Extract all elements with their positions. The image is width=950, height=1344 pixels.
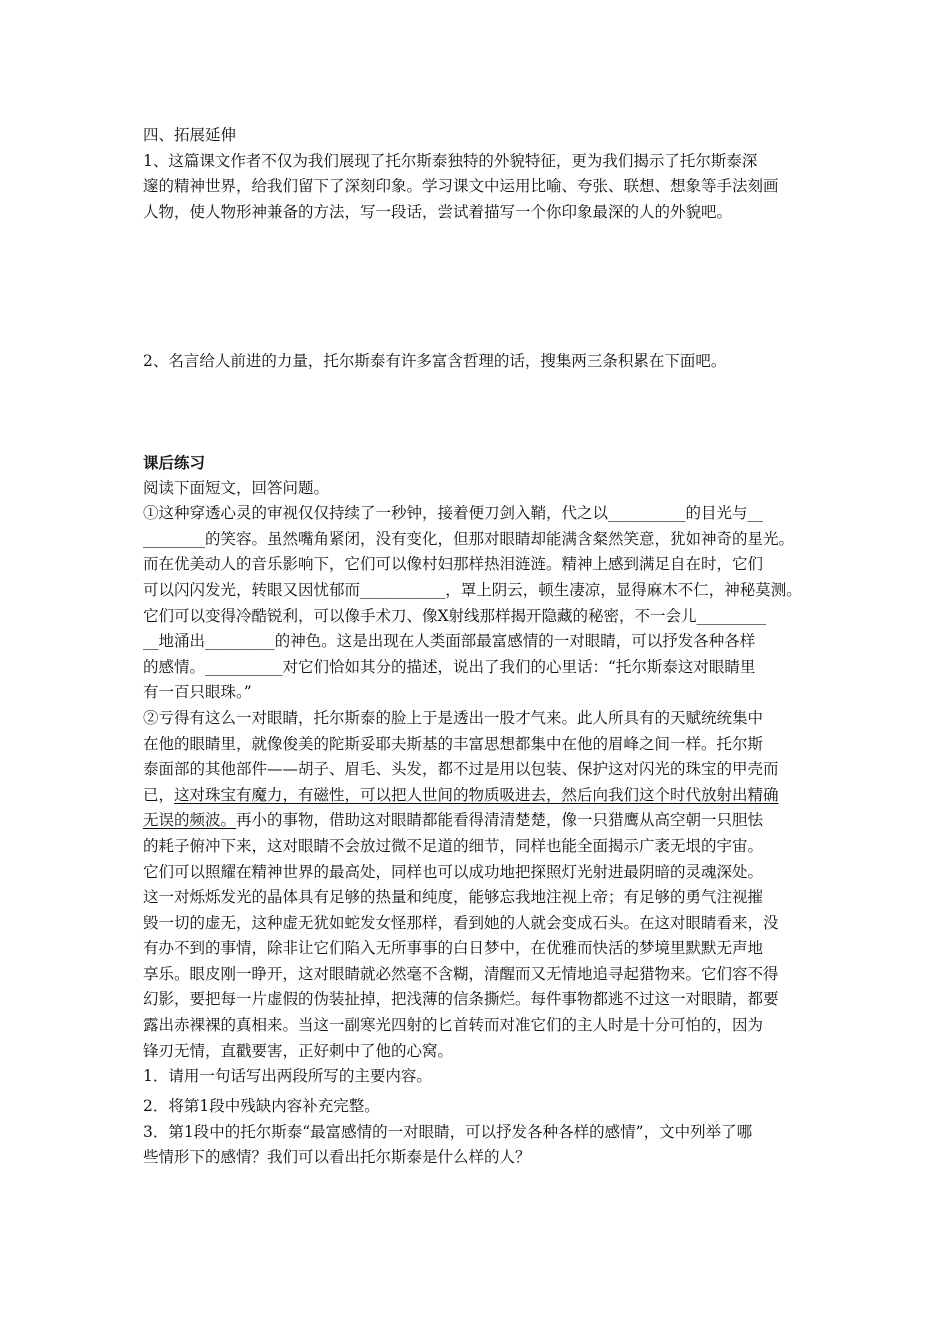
question-1: 1．请用一句话写出两段所写的主要内容。 (143, 1067, 432, 1086)
passage2-line: 毁一切的虚无，这种虚无犹如蛇发女怪那样，看到她的人就会变成石头。在这对眼睛看来，没 (143, 913, 779, 932)
passage2-line: 它们可以照耀在精神世界的最高处，同样也可以成功地把探照灯光射进最阴暗的灵魂深处。 (143, 862, 764, 881)
passage2-line: 这一对烁烁发光的晶体具有足够的热量和纯度，能够忘我地注视上帝；有足够的勇气注视摧 (143, 888, 764, 907)
passage1-line: 可以闪闪发光，转眼又因忧郁而___________，罩上阴云，顿生凄凉，显得麻木不仁，神秘莫测。 (143, 580, 802, 599)
passage2-line: 泰面部的其他部件——胡子、眉毛、头发，都不过是用以包装、保护这对闪光的珠宝的甲壳而 (143, 760, 779, 779)
underlined-sentence: 无误的频波。 (143, 811, 237, 830)
passage2-line: 的耗子俯冲下来，这对眼睛不会放过微不足道的细节，同样也能全面揭示广袤无垠的宇宙。 (143, 836, 764, 855)
passage2-line: 享乐。眼皮刚一睁开，这对眼睛就必然毫不含糊，清醒而又无情地追寻起猎物来。它们容不得 (143, 964, 779, 983)
passage2-text: 再小的事物，借助这对眼睛都能看得清清楚楚，像一只猎鹰从高空朝一只胆怯 (236, 811, 764, 830)
question-2: 2．将第1段中残缺内容补充完整。 (143, 1097, 380, 1115)
exercise-block (143, 450, 811, 1090)
section4-q1-line: 邃的精神世界，给我们留下了深刻印象。学习课文中运用比喻、夸张、联想、想象等手法刻画 (143, 177, 779, 196)
passage1-line: 有一百只眼珠。” (143, 683, 252, 702)
question-3-line: 些情形下的感情？我们可以看出托尔斯泰是什么样的人？ (143, 1148, 531, 1167)
passage2-line: 在他的眼睛里，就像俊美的陀斯妥耶夫斯基的丰富思想都集中在他的眉峰之间一样。托尔斯 (143, 734, 764, 753)
questions-block (143, 1094, 811, 1171)
section4-block (143, 123, 811, 225)
passage1-line: 而在优美动人的音乐影响下，它们可以像村妇那样热泪涟涟。精神上感到满足自在时，它们 (143, 555, 764, 574)
section4-heading: 四、拓展延伸 (143, 126, 237, 144)
exercise-heading: 课后练习 (143, 453, 206, 472)
passage2-line: 有办不到的事情，除非让它们陷入无所事事的白日梦中，在优雅而快活的梦境里默默无声地 (143, 939, 764, 958)
section4-q1-line: 1、这篇课文作者不仅为我们展现了托尔斯泰独特的外貌特征，更为我们揭示了托尔斯泰深 (143, 151, 758, 170)
passage2-line: 露出赤裸裸的真相来。当这一副寒光四射的匕首转而对准它们的主人时是十分可怕的，因为 (143, 1016, 764, 1035)
passage1-line: 的感情。__________对它们恰如其分的描述，说出了我们的心里话：“托尔斯泰这对眼睛里 (143, 657, 756, 676)
section4-q2-block (143, 349, 811, 375)
passage2-line: 幻影，要把每一片虚假的伪装扯掉，把浅薄的信条撕烂。每件事物都逃不过这一对眼睛，都要 (143, 990, 779, 1009)
passage2-line (143, 808, 811, 834)
question-3-line: 3．第1段中的托尔斯泰“最富感情的一对眼睛，可以抒发各种各样的感情”，文中列举了哪 (143, 1122, 753, 1141)
section4-q1-line: 人物，使人物形神兼备的方法，写一段话，尝试着描写一个你印象最深的人的外貌吧。 (143, 202, 733, 221)
passage1-line: ①这种穿透心灵的审视仅仅持续了一秒钟，接着便刀剑入鞘，代之以__________的目光与__ (143, 504, 764, 523)
exercise-instruction: 阅读下面短文，回答问题。 (143, 478, 330, 497)
passage1-line: __地涌出_________的神色。这是出现在人类面部最富感情的一对眼睛，可以抒发各种各样 (143, 632, 756, 651)
passage2-line (143, 783, 811, 809)
passage2-line: 锋刃无情，直戳要害，正好刺中了他的心窝。 (143, 1041, 454, 1060)
passage2-line: ②亏得有这么一对眼睛，托尔斯泰的脸上于是透出一股才气来。此人所具有的天赋统统集中 (143, 708, 764, 727)
section4-q2: 2、名言给人前进的力量，托尔斯泰有许多富含哲理的话，搜集两三条积累在下面吧。 (143, 352, 727, 370)
passage2-text: 已， (143, 785, 175, 804)
underlined-sentence: 这对珠宝有魔力，有磁性，可以把人世间的物质吸进去，然后向我们这个时代放射出精确 (174, 785, 779, 804)
passage1-line: ________的笑容。虽然嘴角紧闭，没有变化，但那对眼睛却能满含粲然笑意，犹如神奇的星光。 (143, 529, 795, 548)
passage1-line: 它们可以变得冷酷锐利，可以像手术刀、像X射线那样揭开隐藏的秘密，不一会儿_________ (143, 606, 767, 625)
